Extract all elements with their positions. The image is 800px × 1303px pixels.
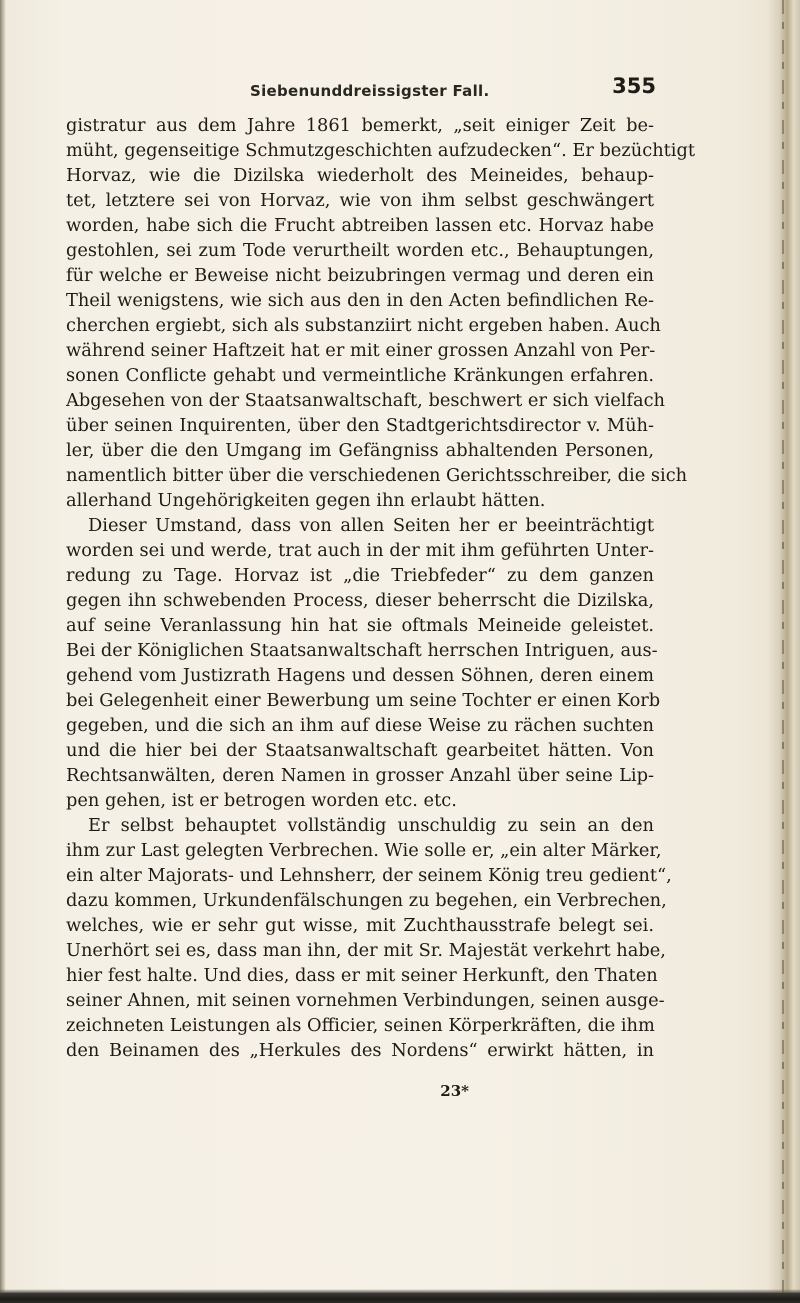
paragraph-end-line: pen gehen, ist er betrogen worden etc. etc. — [66, 790, 457, 811]
text-line: müht, gegenseitige Schmutzgeschichten aufzudecken“. Er bezüchtigt — [66, 140, 696, 161]
text-line: gistratur aus dem Jahre 1861 bemerkt, „seit einiger Zeit be- — [66, 115, 654, 136]
signature-mark: 23* — [440, 1082, 469, 1100]
text-line: tet, letztere sei von Horvaz, wie von ihm selbst geschwängert — [66, 190, 654, 211]
text-line: gehend vom Justizrath Hagens und dessen Söhnen, deren einem — [66, 665, 654, 686]
paragraph-end-line: allerhand Ungehörigkeiten gegen ihn erlaubt hätten. — [66, 490, 546, 511]
text-line: sonen Conflicte gehabt und vermeintliche Kränkungen erfahren. — [66, 365, 654, 386]
text-line: ler, über die den Umgang im Gefängniss abhaltenden Personen, — [66, 440, 654, 461]
bottom-edge — [0, 1293, 800, 1303]
text-line: Rechtsanwälten, deren Namen in grosser Anzahl über seine Lip- — [66, 765, 654, 786]
text-line: während seiner Haftzeit hat er mit einer grossen Anzahl von Per- — [66, 340, 656, 361]
text-line: namentlich bitter über die verschiedenen Gerichtsschreiber, die sich — [66, 465, 688, 486]
text-line: zeichneten Leistungen als Officier, seinen Körperkräften, die ihm — [66, 1015, 655, 1036]
text-line: Abgesehen von der Staatsanwaltschaft, beschwert er sich vielfach — [66, 390, 666, 411]
page-stack-edge — [768, 0, 800, 1303]
page-header — [60, 70, 656, 104]
text-line: und die hier bei der Staatsanwaltschaft gearbeitet hätten. Von — [66, 740, 654, 761]
text-line: über seinen Inquirenten, über den Stadtgerichtsdirector v. Müh- — [66, 415, 654, 436]
text-line: den Beinamen des „Herkules des Nordens“ erwirkt hätten, in — [66, 1040, 654, 1061]
text-line: ihm zur Last gelegten Verbrechen. Wie solle er, „ein alter Märker, — [66, 840, 662, 861]
text-line: seiner Ahnen, mit seinen vornehmen Verbindungen, seinen ausge- — [66, 990, 665, 1011]
text-line: gestohlen, sei zum Tode verurtheilt worden etc., Behauptungen, — [66, 240, 654, 261]
text-line: Theil wenigstens, wie sich aus den in den Acten befindlichen Re- — [66, 290, 654, 311]
page-number: 355 — [612, 74, 656, 98]
text-line: dazu kommen, Urkundenfälschungen zu begehen, ein Verbrechen, — [66, 890, 667, 911]
text-line: bei Gelegenheit einer Bewerbung um seine Tochter er einen Korb — [66, 690, 661, 711]
text-line: worden sei und werde, trat auch in der mit ihm geführten Unter- — [66, 540, 654, 561]
paragraph-start-line: Er selbst behauptet vollständig unschuldig zu sein an den — [88, 815, 654, 836]
running-head: Siebenunddreissigster Fall. — [250, 82, 490, 100]
text-line: hier fest halte. Und dies, dass er mit seiner Herkunft, den Thaten — [66, 965, 658, 986]
text-line: Unerhört sei es, dass man ihn, der mit Sr. Majestät verkehrt habe, — [66, 940, 666, 961]
text-line: ein alter Majorats- und Lehnsherr, der seinem König treu gedient“, — [66, 865, 672, 886]
body-text — [66, 113, 696, 1063]
text-line: für welche er Beweise nicht beizubringen vermag und deren ein — [66, 265, 654, 286]
text-line: redung zu Tage. Horvaz ist „die Triebfeder“ zu dem ganzen — [66, 565, 654, 586]
text-line: Bei der Königlichen Staatsanwaltschaft herrschen Intriguen, aus- — [66, 640, 658, 661]
text-line: welches, wie er sehr gut wisse, mit Zuchthausstrafe belegt sei. — [66, 915, 654, 936]
binding-shadow — [0, 0, 6, 1303]
text-line: worden, habe sich die Frucht abtreiben lassen etc. Horvaz habe — [66, 215, 654, 236]
text-line: cherchen ergiebt, sich als substanziirt nicht ergeben haben. Auch — [66, 315, 661, 336]
text-line: Horvaz, wie die Dizilska wiederholt des Meineides, behaup- — [66, 165, 654, 186]
text-line: auf seine Veranlassung hin hat sie oftmals Meineide geleistet. — [66, 615, 654, 636]
text-line: gegen ihn schwebenden Process, dieser beherrscht die Dizilska, — [66, 590, 654, 611]
text-line: gegeben, und die sich an ihm auf diese Weise zu rächen suchten — [66, 715, 654, 736]
paragraph-start-line: Dieser Umstand, dass von allen Seiten her er beeinträchtigt — [88, 515, 654, 536]
